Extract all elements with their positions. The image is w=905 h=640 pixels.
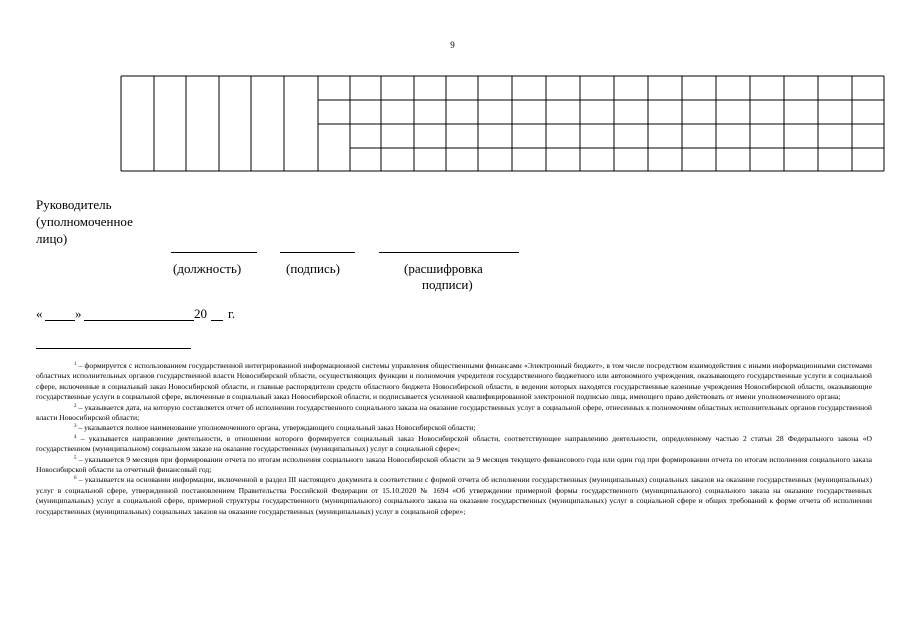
footnote: [36, 475, 872, 517]
date-year-suffix: г.: [228, 306, 236, 321]
report-table: [0, 0, 905, 175]
footnote-text: – указывается на основании информации, включенной в раздел III настоящего документа в соответствии с формой отчета об исполнении государственных (муниципальных) социальных заказов на оказание государственных (муниципальных) услуг в социальной сфере, утвержденной постановлением Правительства Российской Федерации от 15.10.2020 № 1694 «Об утверждении примерной формы государственного (муниципального) социального заказа на оказание государственных (муниципальных) услуг в социальной сфере, примерной структуры государственного (муниципального) социального заказа на оказание государственных (муниципальных) услуг в социальной сфере и общих требований к форме отчета об исполнении государственных (муниципальных) социальных заказов на оказание государственных (муниципальных) услуг в социальной сфере»;: [36, 475, 872, 516]
decoding-caption-line2: подписи): [422, 277, 473, 292]
date-year-line[interactable]: [211, 320, 223, 321]
decoding-line[interactable]: [379, 252, 519, 253]
date-month-line[interactable]: [84, 320, 194, 321]
footnote: [36, 434, 872, 455]
footnote-divider: [36, 348, 191, 349]
head-label-line2: (уполномоченное: [36, 214, 133, 229]
signature-caption: (подпись): [286, 261, 340, 276]
date-open-quote: «: [36, 306, 43, 321]
footnote-number: 4: [74, 434, 77, 440]
footnote: [36, 361, 872, 403]
footnotes: [36, 361, 872, 517]
signature-line[interactable]: [280, 252, 355, 253]
head-label-line3: лицо): [36, 231, 68, 246]
footnote-number: 3: [74, 424, 77, 430]
page-number: 9: [450, 40, 455, 50]
position-caption: (должность): [173, 261, 242, 276]
footnote-text: – указывается полное наименование уполномоченного органа, утверждающего социальный заказ Новосибирской области;: [76, 423, 476, 433]
footnote-number: 1: [74, 362, 77, 367]
footnote-number: 6: [74, 476, 77, 482]
footnote: [36, 455, 872, 476]
footnote: [36, 403, 872, 424]
footnote-text: – указывается направление деятельности, в отношении которого формируется социальный заказ Новосибирской области, соответствующее направлению деятельности, определенному частью 2 статьи 28 Федерального закона «О государственном (муниципальном) социальном заказе на оказание государственных (муниципальных) услуг в социальной сфере»;: [36, 433, 872, 454]
decoding-caption-line1: (расшифровка: [404, 261, 483, 276]
date-day-line[interactable]: [45, 320, 75, 321]
footnote-number: 5: [74, 455, 77, 461]
position-line[interactable]: [171, 252, 257, 253]
footnote-text: – указывается дата, на которую составляется отчет об исполнении государственного социального заказа на оказание государственных услуг в социальной сфере, отнесенных к полномочиям областных исполнительных органов государственной власти Новосибирской области;: [36, 402, 872, 423]
date-year-prefix: 20: [194, 306, 207, 321]
head-label-line1: Руководитель: [36, 197, 112, 212]
date-close-quote: »: [75, 306, 82, 321]
footnote-text: – формируется с использованием государственной интегрированной информационной системы управления общественными финансами «Электронный бюджет», в том числе посредством взаимодействия с иными информационными системами областных исполнительных органов государственной власти Новосибирской области, осуществляющих функции и полномочия учредителя государственного бюджетного или автономного учреждения, оказывающего государственные услуги в социальной сфере, включенные в социальный заказ Новосибирской области, и главные распорядители средств областного бюджета Новосибирской области, в ведении которых находятся государственные казенные учреждения Новосибирской области, оказывающие государственные услуги в социальной сфере, включенные в социальный заказ Новосибирской области, и подписывается усиленной квалифицированной электронной подписью лица, имеющего право действовать от имени уполномоченного органа;: [36, 361, 872, 402]
footnote-number: 2: [74, 403, 77, 409]
footnote: [36, 423, 872, 433]
footnote-text: – указывается 9 месяцев при формировании отчета по итогам исполнения социального заказа Новосибирской области за 9 месяцев текущего финансового года или один год при формировании отчета по итогам исполнения социального заказа Новосибирской области за отчетный финансовый год;: [36, 454, 872, 475]
